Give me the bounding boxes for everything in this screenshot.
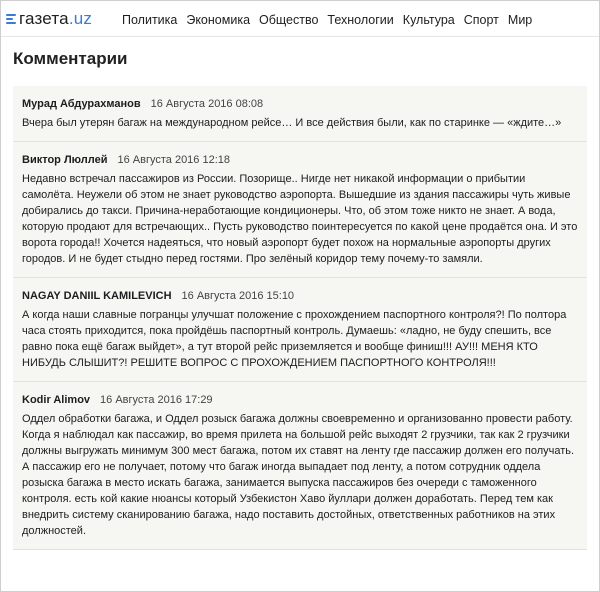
comment-date: 16 Августа 2016 17:29 [100,394,213,406]
comment-author[interactable]: Kodir Alimov [22,394,91,406]
comment-author[interactable]: NAGAY DANIIL KAMILEVICH [22,290,172,302]
site-logo[interactable] [6,9,92,29]
comment-meta [22,98,578,110]
logo-name: газета [19,9,69,28]
page-title: Комментарии [13,49,128,68]
comment-text: Недавно встречал пассажиров из России. Позорище.. Нигде нет никакой информации о прибытии самолёта. Неужели об этом не знает руководство аэропорта. Вышедшие из здания пассажиры чуть живые добирались до такси. Причина-неработающие кондиционеры. Что, об этом тоже никто не знает. А вода, которую продают для встречающих.. Пусть руководство поинтересуется по какой цене продаётся она. И это ворота города!! Хочется надеяться, что новый аэропорт будет похож на нормальные аэропорты других городов. И не будет стыдно перед гостями. Про зелёный коридор тему почему-то замяли. [22,173,578,265]
comment-text: А когда наши славные погранцы улучшат положение с прохождением паспортного контроля?! По полтора часа стоять приходится, пока пройдёшь паспортный контроль. Думаешь: «ладно, не буду спешить, все равно пока ещё багаж выйдет», а тут второй рейс приземляется и вообще финиш!!! АУ!!! МЕНЯ КТО НИБУДЬ СЛЫШИТ?! РЕШИТЕ ВОПРОС С ПРОХОЖДЕНИЕМ ПАСПОРТНОГО КОНТРОЛЯ!!! [22,309,567,369]
nav-item-economy[interactable]: Экономика [186,13,251,27]
nav-item-sport[interactable]: Спорт [463,13,499,27]
comment-item [13,278,587,382]
comment-item [13,86,587,142]
comment-item [13,142,587,278]
nav-item-culture[interactable]: Культура [402,13,455,27]
comment-author[interactable]: Мурад Абдурахманов [22,98,141,110]
comment-text: Оддел обработки багажа, и Оддел розыск багажа должны своевременно и организованно провести работу. Когда я наблюдал как пассажир, во время прилета на большой рейс выходят 2 грузчики, так как 2 грузчики должны выгружать минимум 300 мест багажа, потом их ставят на ленту где пассажир должен его получать. А пассажир его не получает, потому что багаж иногда выпадает под ленту, а потом сотрудник оддела розыска багажа в место искать багажа, занимается выпуска пассажиров без очереди с таможенного контроля. есть кой какие нюансы который Узбекистон Хаво йуллари должен доработать. Перед тем как внедрить систему сканированию багажа, надо поставить достойных, ответственных работников на этих должностей. [22,413,575,537]
nav-item-world[interactable]: Мир [507,13,533,27]
comment-list [13,86,587,550]
comment-item [13,382,587,550]
logo-tld: .uz [68,9,93,28]
logo-text [19,9,92,29]
site-header [1,1,599,37]
comment-date: 16 Августа 2016 08:08 [150,98,264,110]
comment-text: Вчера был утерян багаж на международном рейсе… И все действия были, как по старинке — «ждите…» [22,117,562,129]
comment-date: 16 Августа 2016 15:10 [181,290,295,302]
comment-meta [22,394,578,406]
logo-lines-icon [6,13,16,25]
nav-item-politics[interactable]: Политика [122,13,178,27]
comment-meta [22,154,578,166]
nav-item-society[interactable]: Общество [259,13,319,27]
comment-meta [22,290,578,302]
main-nav [122,13,541,27]
comment-author[interactable]: Виктор Люллей [22,154,108,166]
nav-item-technology[interactable]: Технологии [327,13,394,27]
comment-date: 16 Августа 2016 12:18 [117,154,231,166]
